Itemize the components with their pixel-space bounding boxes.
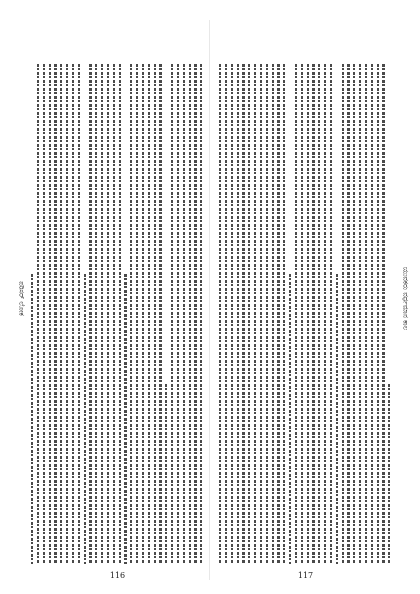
text-line	[289, 274, 291, 564]
text-line	[159, 64, 161, 564]
text-line	[301, 64, 303, 564]
text-line	[171, 64, 173, 564]
left-running-head	[12, 250, 26, 350]
text-line	[237, 64, 239, 564]
right-running-head-text: ಯುವಕರು ವರ್ಧಮಾನ ಕಾಲ	[401, 266, 410, 331]
text-line	[84, 274, 86, 564]
text-line	[254, 64, 256, 564]
text-line	[272, 64, 274, 564]
text-line	[365, 64, 367, 564]
text-line	[101, 64, 103, 564]
text-line	[225, 64, 227, 564]
text-line	[307, 64, 309, 564]
text-line	[165, 384, 167, 564]
text-line	[336, 274, 338, 564]
text-line	[60, 64, 62, 564]
text-line	[154, 64, 156, 564]
text-line	[78, 64, 80, 564]
right-page	[218, 38, 393, 580]
text-line	[37, 64, 39, 564]
text-line	[382, 64, 384, 564]
text-line	[324, 64, 326, 564]
right-page-body-text	[218, 64, 393, 564]
text-line	[89, 64, 91, 564]
text-line	[242, 64, 244, 564]
text-line	[194, 64, 196, 564]
text-line	[124, 274, 126, 564]
text-line	[200, 64, 202, 564]
text-line	[72, 64, 74, 564]
text-line	[248, 64, 250, 564]
left-page-number: 116	[109, 571, 126, 580]
text-line	[359, 64, 361, 564]
left-page-body-text	[30, 64, 205, 564]
text-line	[107, 64, 109, 564]
left-running-head-text: ಪರಿಸರ್ ಲೋಕ	[17, 281, 26, 316]
text-line	[318, 64, 320, 564]
text-line	[388, 384, 390, 564]
text-line	[266, 64, 268, 564]
text-line	[183, 64, 185, 564]
text-line	[371, 64, 373, 564]
text-line	[353, 64, 355, 564]
text-line	[189, 64, 191, 564]
text-line	[347, 64, 349, 564]
text-line	[177, 64, 179, 564]
text-line	[136, 64, 138, 564]
left-page	[30, 38, 205, 580]
text-line	[312, 64, 314, 564]
text-line	[95, 64, 97, 564]
right-page-number: 117	[297, 571, 314, 580]
page-gutter	[209, 20, 210, 580]
text-line	[113, 64, 115, 564]
text-line	[277, 64, 279, 564]
text-line	[31, 274, 33, 564]
text-line	[377, 64, 379, 564]
text-line	[142, 64, 144, 564]
text-line	[342, 64, 344, 564]
text-line	[219, 64, 221, 564]
text-line	[119, 64, 121, 564]
text-line	[66, 64, 68, 564]
text-line	[330, 64, 332, 564]
text-line	[130, 64, 132, 564]
text-line	[54, 64, 56, 564]
text-line	[231, 64, 233, 564]
right-running-head	[396, 250, 410, 350]
text-line	[43, 64, 45, 564]
text-line	[295, 64, 297, 564]
text-line	[148, 64, 150, 564]
text-line	[283, 64, 285, 564]
text-line	[260, 64, 262, 564]
text-line	[49, 64, 51, 564]
